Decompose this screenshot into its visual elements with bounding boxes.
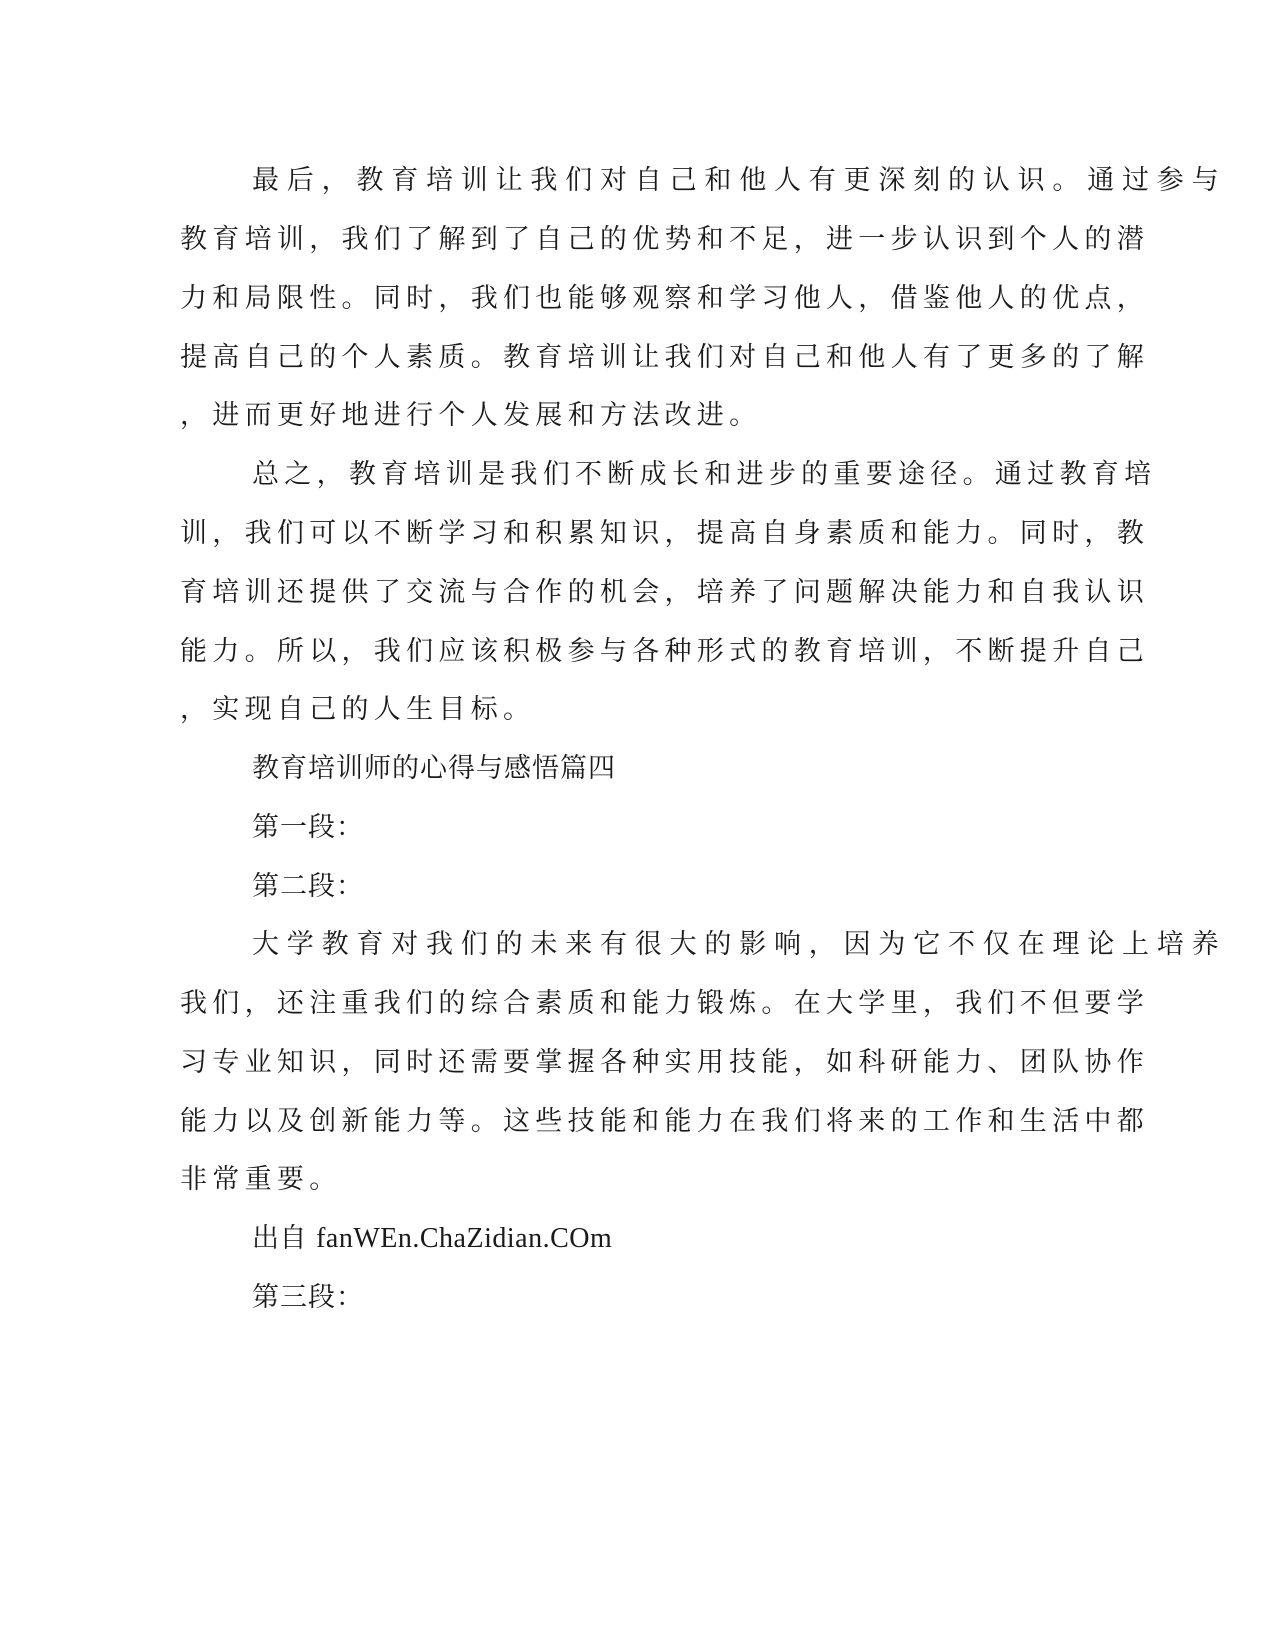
paragraph-line: 非常重要。 <box>180 1164 342 1195</box>
paragraph-line: 育培训还提供了交流与合作的机会，培养了问题解决能力和自我认识 <box>180 577 1149 608</box>
paragraph-line: 大学教育对我们的未来有很大的影响，因为它不仅在理论上培养 <box>252 929 1227 960</box>
paragraph-line: 总之，教育培训是我们不断成长和进步的重要途径。通过教育培 <box>252 459 1157 490</box>
paragraph-line: ，进而更好地进行个人发展和方法改进。 <box>180 400 762 431</box>
paragraph-line: 我们，还注重我们的综合素质和能力锻炼。在大学里，我们不但要学 <box>180 988 1149 1019</box>
source-prefix: 出自 <box>252 1223 307 1254</box>
paragraph-line: 力和局限性。同时，我们也能够观察和学习他人，借鉴他人的优点， <box>180 283 1149 314</box>
paragraph-line: 教育培训，我们了解到了自己的优势和不足，进一步认识到个人的潜 <box>180 224 1149 255</box>
section-heading: 第二段： <box>252 871 364 902</box>
paragraph-line: ，实现自己的人生目标。 <box>180 694 536 725</box>
section-heading: 第三段： <box>252 1282 364 1313</box>
paragraph-line: 训，我们可以不断学习和积累知识，提高自身素质和能力。同时，教 <box>180 518 1149 549</box>
paragraph-line: 最后，教育培训让我们对自己和他人有更深刻的认识。通过参与 <box>252 165 1227 196</box>
paragraph-line: 能力。所以，我们应该积极参与各种形式的教育培训，不断提升自己 <box>180 636 1149 667</box>
section-heading: 第一段： <box>252 812 364 843</box>
source-site: fanWEn.ChaZidian.COm <box>316 1223 613 1254</box>
source-line <box>252 1223 612 1255</box>
paragraph-line: 习专业知识，同时还需要掌握各种实用技能，如科研能力、团队协作 <box>180 1047 1149 1078</box>
paragraph-line: 能力以及创新能力等。这些技能和能力在我们将来的工作和生活中都 <box>180 1106 1149 1137</box>
paragraph-line: 提高自己的个人素质。教育培训让我们对自己和他人有了更多的了解 <box>180 342 1149 373</box>
section-title: 教育培训师的心得与感悟篇四 <box>252 753 616 784</box>
